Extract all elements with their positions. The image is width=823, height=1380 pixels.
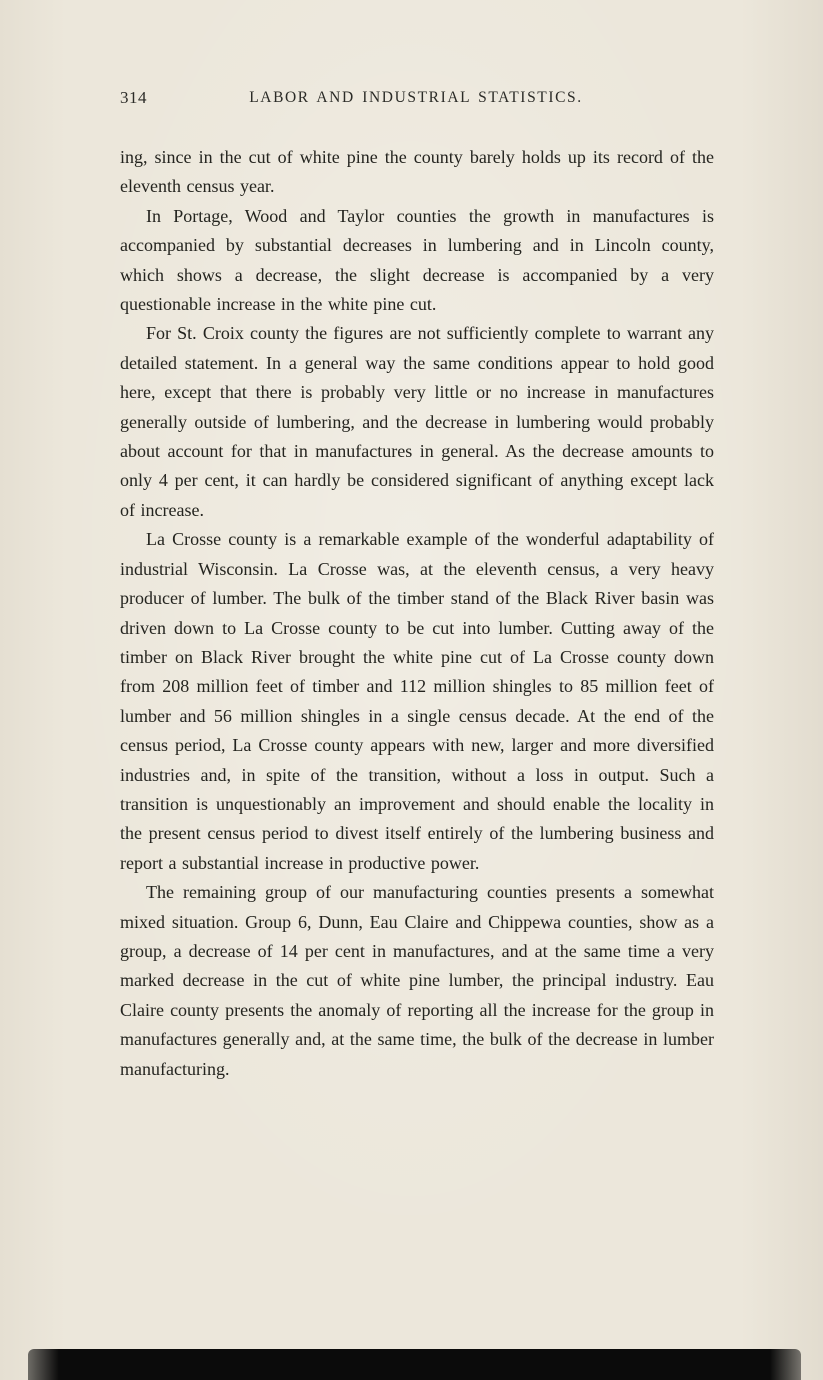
- paragraph: In Portage, Wood and Taylor counties the growth in manufactures is accompanied by substantial decreases in lumbering and in Lincoln county, which shows a decrease, the slight decrease is accompanied by a very questionable increase in the white pine cut.: [120, 205, 714, 315]
- scan-edge-bar: [28, 1349, 801, 1380]
- running-header: LABOR AND INDUSTRIAL STATISTICS.: [249, 89, 583, 106]
- page-header: [120, 88, 712, 112]
- page-number: 314: [120, 88, 147, 107]
- paragraph: The remaining group of our manufacturing counties presents a somewhat mixed situation. Group 6, Dunn, Eau Claire and Chippewa counties, show as a group, a decrease of 14 per cent in manufactures, and at the same time a very marked decrease in the cut of white pine lumber, the principal industry. Eau Claire county presents the anomaly of reporting all the increase for the group in manufactures generally and, at the same time, the bulk of the decrease in lumber manufacturing.: [120, 882, 714, 1079]
- paragraph: La Crosse county is a remarkable example of the wonderful adaptability of industrial Wisconsin. La Crosse was, at the eleventh census, a very heavy producer of lumber. The bulk of the timber stand of the Black River basin was driven down to La Crosse county to be cut into lumber. Cutting away of the timber on Black River brought the white pine cut of La Crosse county down from 208 million feet of timber and 112 million shingles to 85 million feet of lumber and 56 million shingles in a single census decade. At the end of the census period, La Crosse county appears with new, larger and more diversified industries and, in spite of the transition, without a loss in output. Such a transition is unquestionably an improvement and should enable the locality in the present census period to divest itself entirely of the lumbering business and report a substantial increase in productive power.: [120, 529, 714, 873]
- page-body: [120, 143, 714, 1084]
- paragraph: For St. Croix county the figures are not sufficiently complete to warrant any detailed statement. In a general way the same conditions appear to hold good here, except that there is probably very little or no increase in manufactures generally outside of lumbering, and the decrease in lumbering would probably about account for that in manufactures in general. As the decrease amounts to only 4 per cent, it can hardly be considered significant of anything except lack of increase.: [120, 323, 714, 520]
- paragraph-continuation: ing, since in the cut of white pine the county barely holds up its record of the eleventh census year.: [120, 147, 714, 197]
